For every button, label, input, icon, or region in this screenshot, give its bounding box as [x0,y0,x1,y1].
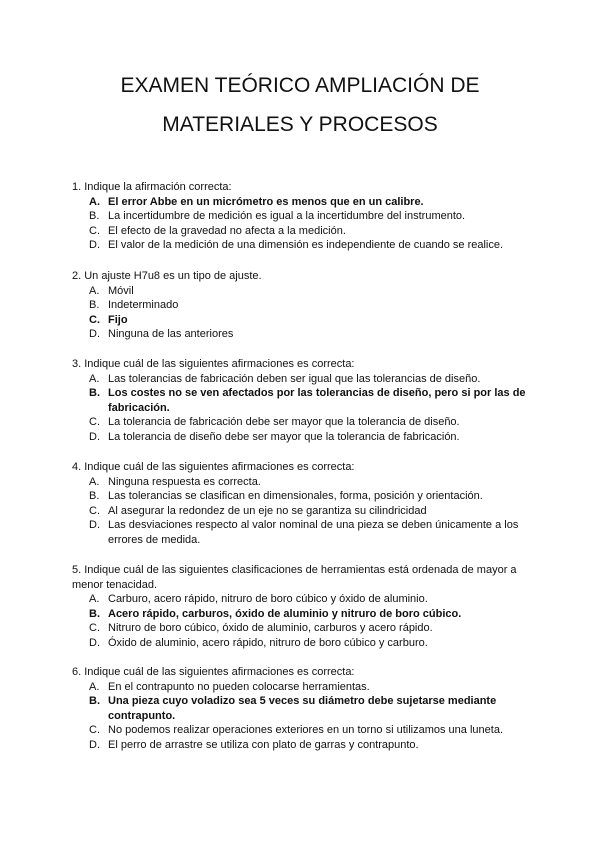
option-c [72,723,532,738]
option-letter: A. [89,680,100,693]
question-3 [72,357,532,445]
option-text: Las desviaciones respecto al valor nominal de una pieza se deben únicamente a los errores de medida. [108,519,519,546]
option-letter: C. [89,724,100,737]
option-text: El error Abbe en un micrómetro es menos que en un calibre. [108,195,424,208]
question-5 [72,563,532,651]
option-letter: A. [89,593,100,606]
option-letter: A. [89,475,100,488]
question-stem: 4. Indique cuál de las siguientes afirmaciones es correcta: [72,461,355,473]
option-text: El efecto de la gravedad no afecta a la medición. [108,224,346,237]
option-letter: C. [89,416,100,429]
option-text: Fijo [108,313,128,326]
option-b [72,489,532,504]
question-stem: 3. Indique cuál de las siguientes afirmaciones es correcta: [72,358,355,370]
option-text: Ninguna de las anteriores [108,328,234,341]
option-letter: A. [89,195,100,208]
option-a [72,680,532,695]
option-text: Una pieza cuyo voladizo sea 5 veces su diámetro debe sujetarse mediante contrapunto. [108,695,497,722]
question-1 [72,180,532,253]
option-letter: C. [89,622,100,635]
question-2 [72,269,532,342]
option-d [72,430,532,445]
option-c [72,224,532,239]
option-a [72,372,532,387]
option-text: El valor de la medición de una dimensión es independiente de cuando se realice. [108,239,504,252]
option-letter: B. [89,607,100,620]
option-d [72,327,532,342]
answer-options [72,680,532,753]
option-b [72,694,532,723]
option-c [72,313,532,328]
answer-options [72,475,532,548]
option-text: Ninguna respuesta es correcta. [108,475,261,488]
option-letter: D. [89,636,100,649]
option-text: En el contrapunto no pueden colocarse herramientas. [108,680,370,693]
option-text: Los costes no se ven afectados por las tolerancias de diseño, pero si por las de fabricación. [108,387,526,414]
answer-options [72,195,532,253]
question-stem: 2. Un ajuste H7u8 es un tipo de ajuste. [72,270,262,282]
option-text: La tolerancia de diseño debe ser mayor que la tolerancia de fabricación. [108,430,460,443]
question-stem: 6. Indique cuál de las siguientes afirmaciones es correcta: [72,666,355,678]
option-b [72,298,532,313]
option-letter: C. [89,224,100,237]
question-stem: 1. Indique la afirmación correcta: [72,181,232,193]
option-letter: B. [89,695,100,708]
question-6 [72,665,532,753]
option-d [72,636,532,651]
option-letter: C. [89,504,100,517]
option-d [72,238,532,253]
option-letter: D. [89,239,100,252]
exam-title-line1: EXAMEN TEÓRICO AMPLIACIÓN DE [120,74,480,97]
option-text: Al asegurar la redondez de un eje no se garantiza su cilindricidad [108,504,427,517]
option-text: El perro de arrastre se utiliza con plato de garras y contrapunto. [108,738,419,751]
option-letter: B. [89,299,100,312]
question-stem: 5. Indique cuál de las siguientes clasificaciones de herramientas está ordenada de mayor a menor tenacidad. [72,564,517,591]
option-text: Móvil [108,284,134,297]
option-b [72,386,532,415]
option-letter: D. [89,519,100,532]
option-b [72,607,532,622]
option-a [72,592,532,607]
option-letter: D. [89,430,100,443]
option-letter: D. [89,738,100,751]
option-text: Las tolerancias de fabricación deben ser igual que las tolerancias de diseño. [108,372,481,385]
option-letter: C. [89,313,100,326]
exam-title [60,66,540,144]
option-letter: B. [89,490,100,503]
option-text: Nitruro de boro cúbico, óxido de aluminio, carburos y acero rápido. [108,622,433,635]
option-c [72,621,532,636]
option-letter: A. [89,284,100,297]
option-letter: A. [89,372,100,385]
option-text: La tolerancia de fabricación debe ser mayor que la tolerancia de diseño. [108,416,460,429]
answer-options [72,592,532,650]
option-b [72,209,532,224]
option-d [72,738,532,753]
option-a [72,284,532,299]
option-text: Acero rápido, carburos, óxido de aluminio y nitruro de boro cúbico. [108,607,462,620]
answer-options [72,284,532,342]
option-letter: B. [89,387,100,400]
option-a [72,475,532,490]
option-text: Indeterminado [108,299,179,312]
question-4 [72,460,532,548]
option-c [72,415,532,430]
option-text: La incertidumbre de medición es igual a la incertidumbre del instrumento. [108,210,466,223]
option-text: Las tolerancias se clasifican en dimensionales, forma, posición y orientación. [108,490,483,503]
option-letter: D. [89,328,100,341]
option-letter: B. [89,210,100,223]
option-a [72,195,532,210]
option-text: Carburo, acero rápido, nitruro de boro cúbico y óxido de aluminio. [108,593,428,606]
exam-title-line2: MATERIALES Y PROCESOS [162,113,438,136]
option-d [72,518,532,547]
answer-options [72,372,532,445]
option-text: Óxido de aluminio, acero rápido, nitruro de boro cúbico y carburo. [108,636,428,649]
option-text: No podemos realizar operaciones exteriores en un torno si utilizamos una luneta. [108,724,503,737]
option-c [72,504,532,519]
